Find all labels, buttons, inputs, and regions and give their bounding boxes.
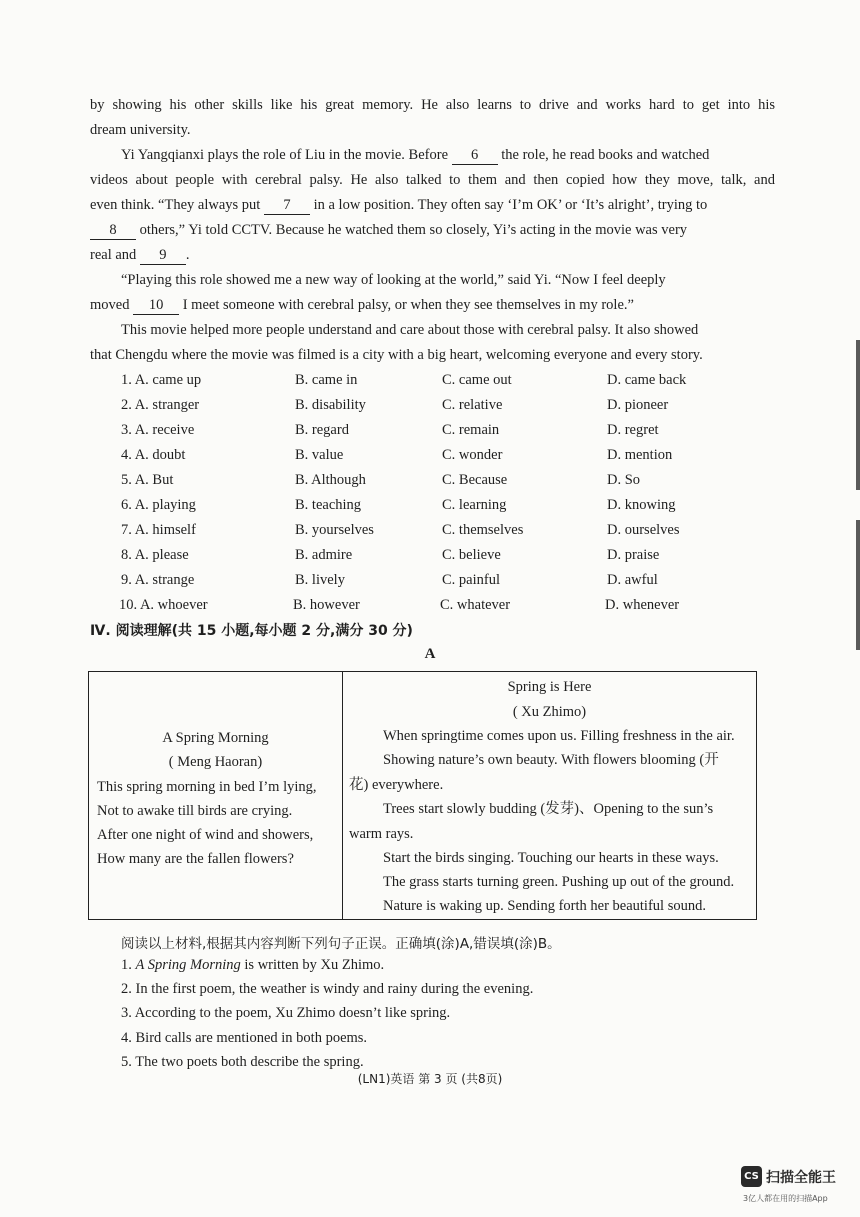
option-d[interactable]: D. So	[607, 472, 641, 488]
passage-line: This movie helped more people understand and care about those with cerebral palsy. It also showed	[121, 322, 699, 338]
option-d[interactable]: D. came back	[607, 372, 687, 388]
passage-line: “Playing this role showed me a new way of looking at the world,” said Yi. “Now I feel deeply	[121, 272, 666, 288]
option-row	[121, 395, 781, 415]
blank-6[interactable]: 6	[452, 146, 498, 165]
question-number: 1.	[121, 957, 132, 973]
option-row	[121, 445, 781, 465]
passage-line	[90, 245, 775, 265]
question-3[interactable]: 3. According to the poem, Xu Zhimo doesn’t like spring.	[121, 1005, 451, 1021]
option-b[interactable]: B. admire	[295, 547, 353, 563]
option-c[interactable]: C. painful	[442, 572, 500, 588]
passage-text: Yi Yangqianxi plays the role of Liu in the movie. Before	[121, 147, 449, 163]
option-b[interactable]: B. value	[295, 447, 344, 463]
option-a[interactable]: 7. A. himself	[121, 522, 196, 538]
question-text: is written by Xu Zhimo.	[240, 957, 385, 973]
option-d[interactable]: D. ourselves	[607, 522, 680, 538]
option-a[interactable]: 1. A. came up	[121, 372, 202, 388]
passage-label: A	[424, 646, 436, 662]
option-row	[121, 545, 781, 565]
poem-line: Trees start slowly budding (发芽)、Opening to the sun’s	[383, 801, 714, 817]
option-a[interactable]: 9. A. strange	[121, 572, 195, 588]
question-4[interactable]: 4. Bird calls are mentioned in both poems.	[121, 1030, 368, 1046]
blank-7[interactable]: 7	[264, 196, 310, 215]
poem-line: 花) everywhere.	[349, 777, 444, 793]
blank-10[interactable]: 10	[133, 296, 179, 315]
option-b[interactable]: B. yourselves	[295, 522, 374, 538]
passage-text: I meet someone with cerebral palsy, or when they see themselves in my role.”	[182, 297, 634, 313]
option-d[interactable]: D. whenever	[605, 597, 680, 613]
option-a[interactable]: 2. A. stranger	[121, 397, 200, 413]
option-a[interactable]: 5. A. But	[121, 472, 174, 488]
passage-line	[121, 145, 775, 165]
option-c[interactable]: C. believe	[442, 547, 501, 563]
option-b[interactable]: B. teaching	[295, 497, 362, 513]
poem-line: This spring morning in bed I’m lying,	[97, 779, 317, 795]
option-d[interactable]: D. praise	[607, 547, 660, 563]
option-a[interactable]: 10. A. whoever	[119, 597, 208, 613]
option-a[interactable]: 6. A. playing	[121, 497, 196, 513]
option-b[interactable]: B. Although	[295, 472, 366, 488]
option-d[interactable]: D. pioneer	[607, 397, 669, 413]
poem-cell-right	[343, 672, 756, 919]
option-b[interactable]: B. lively	[295, 572, 345, 588]
passage-text: others,” Yi told CCTV. Because he watched them so closely, Yi’s acting in the movie was very	[139, 222, 688, 238]
passage-line: by showing his other skills like his great memory. He also learns to drive and works hard to get into his	[90, 97, 775, 113]
camscanner-logo-icon: CS	[741, 1166, 762, 1187]
poem-line: Start the birds singing. Touching our hearts in these ways.	[383, 850, 719, 866]
option-row	[121, 495, 781, 515]
option-c[interactable]: C. wonder	[442, 447, 503, 463]
passage-text: in a low position. They often say ‘I’m OK’ or ‘It’s alright’, trying to	[313, 197, 708, 213]
poem-cell-left	[89, 672, 343, 919]
poem-title: A Spring Morning	[162, 730, 269, 746]
option-row	[121, 520, 781, 540]
option-b[interactable]: B. came in	[295, 372, 358, 388]
option-row	[119, 595, 779, 615]
poem-line: The grass starts turning green. Pushing up out of the ground.	[383, 874, 735, 890]
poem-line: After one night of wind and showers,	[97, 827, 314, 843]
passage-text: the role, he read books and watched	[501, 147, 710, 163]
option-a[interactable]: 3. A. receive	[121, 422, 195, 438]
option-c[interactable]: C. whatever	[440, 597, 511, 613]
poem-line: warm rays.	[349, 826, 414, 842]
passage-line	[90, 220, 775, 240]
poem-line: When springtime comes upon us. Filling freshness in the air.	[383, 728, 735, 744]
passage-line: that Chengdu where the movie was filmed is a city with a big heart, welcoming everyone and every story.	[90, 347, 703, 363]
passage-line	[90, 195, 775, 215]
poem-author: ( Xu Zhimo)	[512, 704, 587, 720]
poem-line: Showing nature’s own beauty. With flowers blooming (开	[383, 752, 719, 768]
question-1[interactable]	[121, 955, 384, 975]
watermark-tagline: 3亿人都在用的扫描App	[743, 1194, 828, 1203]
option-d[interactable]: D. knowing	[607, 497, 676, 513]
option-d[interactable]: D. awful	[607, 572, 658, 588]
option-a[interactable]: 4. A. doubt	[121, 447, 186, 463]
poem-title-italic: A Spring Morning	[135, 957, 241, 973]
question-instruction: 阅读以上材料,根据其内容判断下列句子正误。正确填(涂)A,错误填(涂)B。	[121, 936, 561, 952]
option-c[interactable]: C. relative	[442, 397, 503, 413]
watermark-name: 扫描全能王	[766, 1170, 836, 1186]
poem-line: How many are the fallen flowers?	[97, 851, 294, 867]
option-c[interactable]: C. themselves	[442, 522, 524, 538]
blank-9[interactable]: 9	[140, 246, 186, 265]
question-5[interactable]: 5. The two poets both describe the spring.	[121, 1054, 364, 1070]
scan-edge-mark	[856, 520, 860, 650]
poem-table	[88, 671, 757, 920]
poem-author: ( Meng Haoran)	[168, 754, 263, 770]
option-d[interactable]: D. regret	[607, 422, 659, 438]
option-row	[121, 420, 781, 440]
option-a[interactable]: 8. A. please	[121, 547, 189, 563]
option-row	[121, 470, 781, 490]
passage-text: even think. “They always put	[90, 197, 261, 213]
option-d[interactable]: D. mention	[607, 447, 673, 463]
option-c[interactable]: C. learning	[442, 497, 507, 513]
blank-8[interactable]: 8	[90, 221, 136, 240]
scan-edge-mark	[856, 340, 860, 490]
option-c[interactable]: C. remain	[442, 422, 500, 438]
passage-line: videos about people with cerebral palsy. He also talked to them and then copied how they move, talk, and	[90, 172, 775, 188]
passage-line: dream university.	[90, 122, 191, 138]
passage-text: moved	[90, 297, 130, 313]
passage-line	[90, 295, 775, 315]
poem-line: Nature is waking up. Sending forth her beautiful sound.	[383, 898, 706, 914]
question-2[interactable]: 2. In the first poem, the weather is windy and rainy during the evening.	[121, 981, 534, 997]
option-b[interactable]: B. disability	[295, 397, 366, 413]
option-row	[121, 370, 781, 390]
option-c[interactable]: C. Because	[442, 472, 508, 488]
option-b[interactable]: B. however	[293, 597, 360, 613]
section-heading: Ⅳ. 阅读理解(共 15 小题,每小题 2 分,满分 30 分)	[90, 623, 413, 639]
page-footer: (LN1)英语 第 3 页 (共8页)	[357, 1072, 503, 1086]
passage-text: real and	[90, 247, 137, 263]
poem-line: Not to awake till birds are crying.	[97, 803, 293, 819]
passage-text: .	[185, 247, 190, 263]
poem-title: Spring is Here	[507, 679, 592, 695]
option-c[interactable]: C. came out	[442, 372, 512, 388]
option-b[interactable]: B. regard	[295, 422, 349, 438]
option-row	[121, 570, 781, 590]
